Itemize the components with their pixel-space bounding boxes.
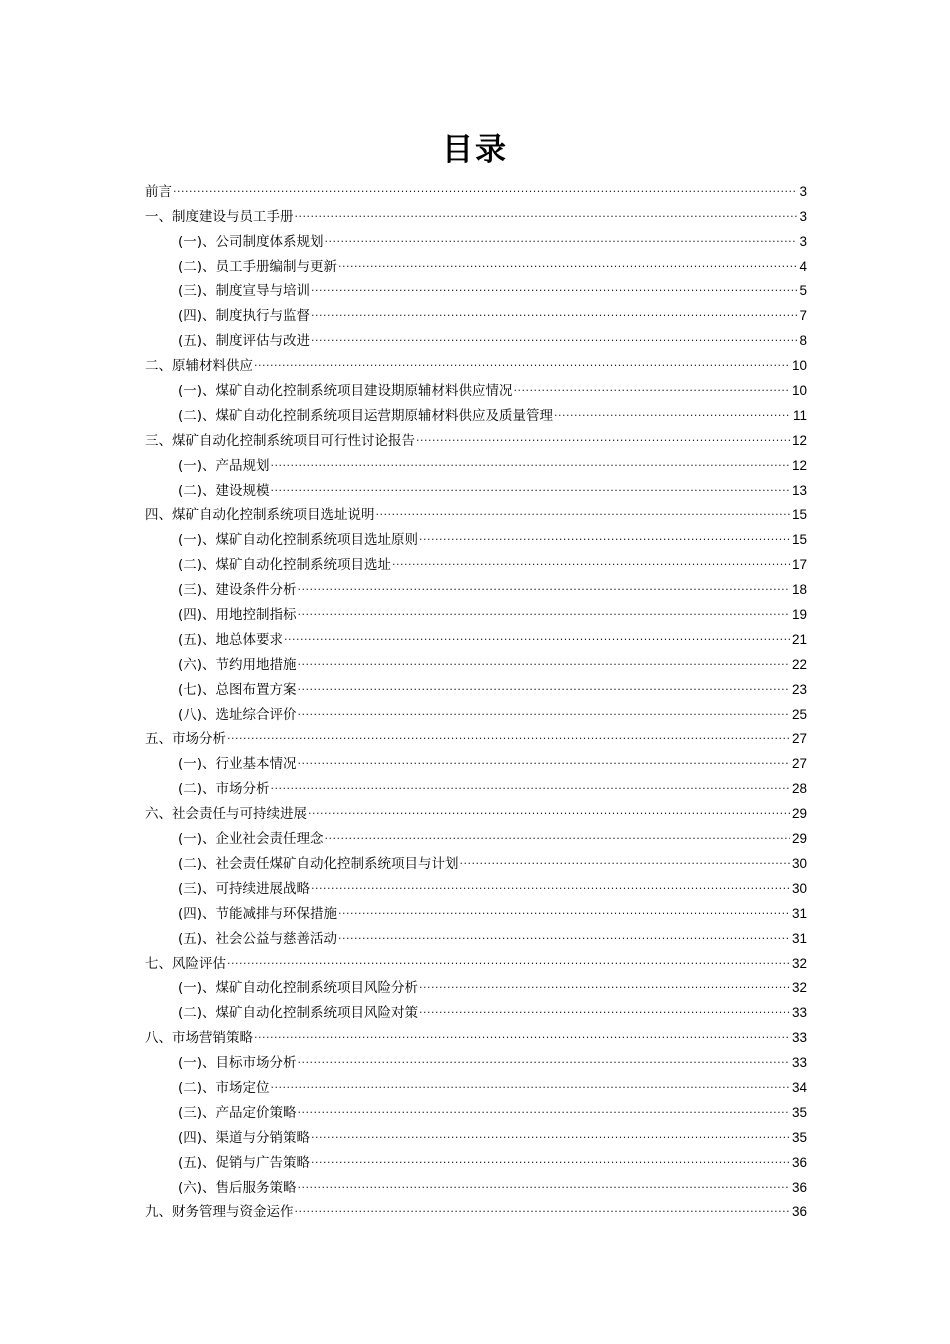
- toc-page-number: 4: [799, 258, 807, 274]
- toc-dot-leader: [311, 305, 797, 321]
- toc-entry-label: 五、市场分析: [145, 731, 226, 748]
- toc-dot-leader: [311, 1152, 790, 1168]
- toc-entry-label: (一)、煤矿自动化控制系统项目选址原则: [178, 532, 419, 549]
- toc-entry-label: (四)、渠道与分销策略: [178, 1129, 311, 1146]
- toc-entry-label: 六、社会责任与可持续进展: [145, 806, 307, 823]
- toc-page-number: 10: [791, 383, 807, 399]
- toc-section-entry[interactable]: [145, 698, 807, 723]
- toc-page-number: 22: [791, 656, 807, 672]
- toc-chapter-entry[interactable]: [145, 947, 807, 972]
- toc-dot-leader: [311, 330, 797, 346]
- toc-dot-leader: [338, 256, 797, 272]
- toc-entry-label: (一)、煤矿自动化控制系统项目风险分析: [178, 980, 419, 997]
- toc-chapter-entry[interactable]: [145, 1021, 807, 1046]
- toc-page-number: 30: [791, 880, 807, 896]
- toc-page-number: 33: [791, 1030, 807, 1046]
- toc-section-entry[interactable]: [145, 847, 807, 872]
- toc-chapter-entry[interactable]: [145, 797, 807, 822]
- toc-dot-leader: [271, 480, 790, 496]
- toc-section-entry[interactable]: [145, 523, 807, 548]
- toc-entry-label: (二)、建设规模: [178, 482, 270, 499]
- toc-page-number: 31: [791, 905, 807, 921]
- toc-entry-label: (七)、总图布置方案: [178, 681, 297, 698]
- toc-page-number: 23: [791, 681, 807, 697]
- toc-section-entry[interactable]: [145, 648, 807, 673]
- toc-page-number: 36: [791, 1179, 807, 1195]
- toc-dot-leader: [308, 803, 790, 819]
- toc-dot-leader: [271, 1077, 790, 1093]
- toc-section-entry[interactable]: [145, 1046, 807, 1071]
- toc-page-number: 32: [791, 980, 807, 996]
- toc-entry-label: (五)、促销与广告策略: [178, 1154, 311, 1171]
- toc-dot-leader: [227, 728, 790, 744]
- toc-section-entry[interactable]: [145, 673, 807, 698]
- toc-entry-label: 八、市场营销策略: [145, 1030, 253, 1047]
- toc-section-entry[interactable]: [145, 598, 807, 623]
- toc-entry-label: (一)、公司制度体系规划: [178, 233, 324, 250]
- toc-section-entry[interactable]: [145, 872, 807, 897]
- toc-dot-leader: [554, 405, 791, 421]
- toc-dot-leader: [325, 828, 790, 844]
- toc-section-entry[interactable]: [145, 822, 807, 847]
- toc-dot-leader: [271, 778, 790, 794]
- toc-page-number: 8: [799, 333, 807, 349]
- toc-section-entry[interactable]: [145, 573, 807, 598]
- toc-dot-leader: [311, 1127, 790, 1143]
- toc-chapter-entry[interactable]: [145, 175, 807, 200]
- toc-entry-label: (五)、社会公益与慈善活动: [178, 930, 338, 947]
- toc-section-entry[interactable]: [145, 1171, 807, 1196]
- toc-dot-leader: [295, 206, 798, 222]
- toc-section-entry[interactable]: [145, 972, 807, 997]
- toc-entry-label: 二、原辅材料供应: [145, 358, 253, 375]
- toc-page-number: 25: [791, 706, 807, 722]
- toc-entry-label: (二)、煤矿自动化控制系统项目风险对策: [178, 1005, 419, 1022]
- toc-page-number: 17: [791, 557, 807, 573]
- toc-dot-leader: [254, 1027, 790, 1043]
- toc-section-entry[interactable]: [145, 897, 807, 922]
- toc-entry-label: (四)、用地控制指标: [178, 607, 297, 624]
- toc-dot-leader: [271, 455, 790, 471]
- toc-page-number: 15: [791, 507, 807, 523]
- toc-dot-leader: [298, 604, 790, 620]
- toc-section-entry[interactable]: [145, 1071, 807, 1096]
- toc-page-number: 36: [791, 1154, 807, 1170]
- toc-entry-label: (三)、可持续进展战略: [178, 880, 311, 897]
- toc-page-number: 7: [799, 308, 807, 324]
- toc-dot-leader: [173, 181, 797, 197]
- toc-entry-label: (一)、企业社会责任理念: [178, 831, 324, 848]
- toc-entry-label: (六)、售后服务策略: [178, 1179, 297, 1196]
- toc-dot-leader: [338, 928, 790, 944]
- toc-section-entry[interactable]: [145, 474, 807, 499]
- toc-entry-label: (一)、行业基本情况: [178, 756, 297, 773]
- toc-page-number: 12: [791, 432, 807, 448]
- toc-dot-leader: [338, 903, 790, 919]
- toc-page-number: 3: [799, 233, 807, 249]
- toc-entry-label: 四、煤矿自动化控制系统项目选址说明: [145, 507, 375, 524]
- toc-section-entry[interactable]: [145, 399, 807, 424]
- toc-dot-leader: [298, 1052, 790, 1068]
- toc-section-entry[interactable]: [145, 449, 807, 474]
- toc-section-entry[interactable]: [145, 324, 807, 349]
- toc-page-number: 32: [791, 955, 807, 971]
- toc-page-number: 30: [791, 855, 807, 871]
- toc-section-entry[interactable]: [145, 922, 807, 947]
- toc-chapter-entry[interactable]: [145, 499, 807, 524]
- toc-section-entry[interactable]: [145, 772, 807, 797]
- toc-dot-leader: [416, 430, 790, 446]
- toc-page-number: 35: [791, 1129, 807, 1145]
- toc-entry-label: (五)、地总体要求: [178, 631, 284, 648]
- toc-entry-label: (三)、产品定价策略: [178, 1104, 297, 1121]
- toc-page-number: 19: [791, 607, 807, 623]
- toc-dot-leader: [298, 679, 790, 695]
- toc-dot-leader: [298, 1177, 790, 1193]
- toc-entry-label: 七、风险评估: [145, 955, 226, 972]
- toc-entry-label: 三、煤矿自动化控制系统项目可行性讨论报告: [145, 432, 415, 449]
- toc-dot-leader: [376, 504, 790, 520]
- toc-section-entry[interactable]: [145, 548, 807, 573]
- toc-page-number: 13: [791, 482, 807, 498]
- toc-dot-leader: [227, 953, 790, 969]
- toc-page-number: 33: [791, 1055, 807, 1071]
- toc-dot-leader: [419, 977, 790, 993]
- toc-dot-leader: [311, 878, 790, 894]
- toc-dot-leader: [284, 629, 790, 645]
- toc-section-entry[interactable]: [145, 623, 807, 648]
- toc-entry-label: (二)、市场分析: [178, 781, 270, 798]
- toc-entry-label: (六)、节约用地措施: [178, 656, 297, 673]
- table-of-contents: [145, 175, 807, 1220]
- toc-page-number: 5: [799, 283, 807, 299]
- toc-chapter-entry[interactable]: [145, 200, 807, 225]
- toc-entry-label: (一)、煤矿自动化控制系统项目建设期原辅材料供应情况: [178, 383, 513, 400]
- toc-dot-leader: [298, 753, 790, 769]
- toc-page-number: 18: [791, 582, 807, 598]
- toc-page-number: 12: [791, 457, 807, 473]
- toc-dot-leader: [254, 355, 790, 371]
- toc-page-number: 10: [791, 358, 807, 374]
- toc-section-entry[interactable]: [145, 374, 807, 399]
- toc-chapter-entry[interactable]: [145, 424, 807, 449]
- toc-dot-leader: [298, 704, 790, 720]
- toc-page-number: 33: [791, 1005, 807, 1021]
- toc-dot-leader: [419, 529, 790, 545]
- toc-page-number: 21: [791, 631, 807, 647]
- toc-entry-label: (二)、社会责任煤矿自动化控制系统项目与计划: [178, 855, 459, 872]
- toc-entry-label: (五)、制度评估与改进: [178, 333, 311, 350]
- toc-section-entry[interactable]: [145, 299, 807, 324]
- toc-dot-leader: [392, 554, 790, 570]
- toc-entry-label: 前言: [145, 183, 172, 200]
- toc-entry-label: (八)、选址综合评价: [178, 706, 297, 723]
- toc-page-number: 35: [791, 1104, 807, 1120]
- toc-page-number: 3: [799, 183, 807, 199]
- toc-dot-leader: [298, 1102, 790, 1118]
- toc-entry-label: (四)、节能减排与环保措施: [178, 905, 338, 922]
- toc-entry-label: (二)、煤矿自动化控制系统项目选址: [178, 557, 392, 574]
- toc-chapter-entry[interactable]: [145, 1196, 807, 1221]
- toc-page-number: 11: [792, 407, 807, 423]
- toc-entry-label: (二)、市场定位: [178, 1079, 270, 1096]
- toc-dot-leader: [295, 1201, 790, 1217]
- toc-page-number: 34: [791, 1079, 807, 1095]
- toc-page-number: 31: [791, 930, 807, 946]
- toc-dot-leader: [460, 853, 790, 869]
- toc-page-number: 28: [791, 781, 807, 797]
- toc-page-number: 29: [791, 831, 807, 847]
- toc-entry-label: (三)、制度宣导与培训: [178, 283, 311, 300]
- toc-section-entry[interactable]: [145, 996, 807, 1021]
- toc-chapter-entry[interactable]: [145, 349, 807, 374]
- toc-entry-label: (二)、煤矿自动化控制系统项目运营期原辅材料供应及质量管理: [178, 407, 554, 424]
- toc-entry-label: 九、财务管理与资金运作: [145, 1204, 294, 1221]
- toc-section-entry[interactable]: [145, 1121, 807, 1146]
- toc-page-number: 27: [791, 731, 807, 747]
- toc-section-entry[interactable]: [145, 275, 807, 300]
- toc-section-entry[interactable]: [145, 747, 807, 772]
- toc-page-number: 27: [791, 756, 807, 772]
- toc-dot-leader: [298, 654, 790, 670]
- toc-entry-label: 一、制度建设与员工手册: [145, 208, 294, 225]
- toc-dot-leader: [325, 231, 798, 247]
- toc-section-entry[interactable]: [145, 1146, 807, 1171]
- toc-dot-leader: [514, 380, 790, 396]
- toc-page-number: 3: [799, 208, 807, 224]
- toc-page-number: 29: [791, 806, 807, 822]
- toc-section-entry[interactable]: [145, 225, 807, 250]
- toc-section-entry[interactable]: [145, 1096, 807, 1121]
- toc-dot-leader: [419, 1002, 790, 1018]
- toc-page-number: 36: [791, 1204, 807, 1220]
- toc-dot-leader: [298, 579, 790, 595]
- toc-page-number: 15: [791, 532, 807, 548]
- toc-entry-label: (三)、建设条件分析: [178, 582, 297, 599]
- toc-entry-label: (一)、目标市场分析: [178, 1055, 297, 1072]
- toc-entry-label: (四)、制度执行与监督: [178, 308, 311, 325]
- toc-entry-label: (二)、员工手册编制与更新: [178, 258, 338, 275]
- toc-chapter-entry[interactable]: [145, 723, 807, 748]
- toc-title: 目录: [442, 132, 508, 168]
- toc-dot-leader: [311, 280, 797, 296]
- toc-entry-label: (一)、产品规划: [178, 457, 270, 474]
- toc-section-entry[interactable]: [145, 250, 807, 275]
